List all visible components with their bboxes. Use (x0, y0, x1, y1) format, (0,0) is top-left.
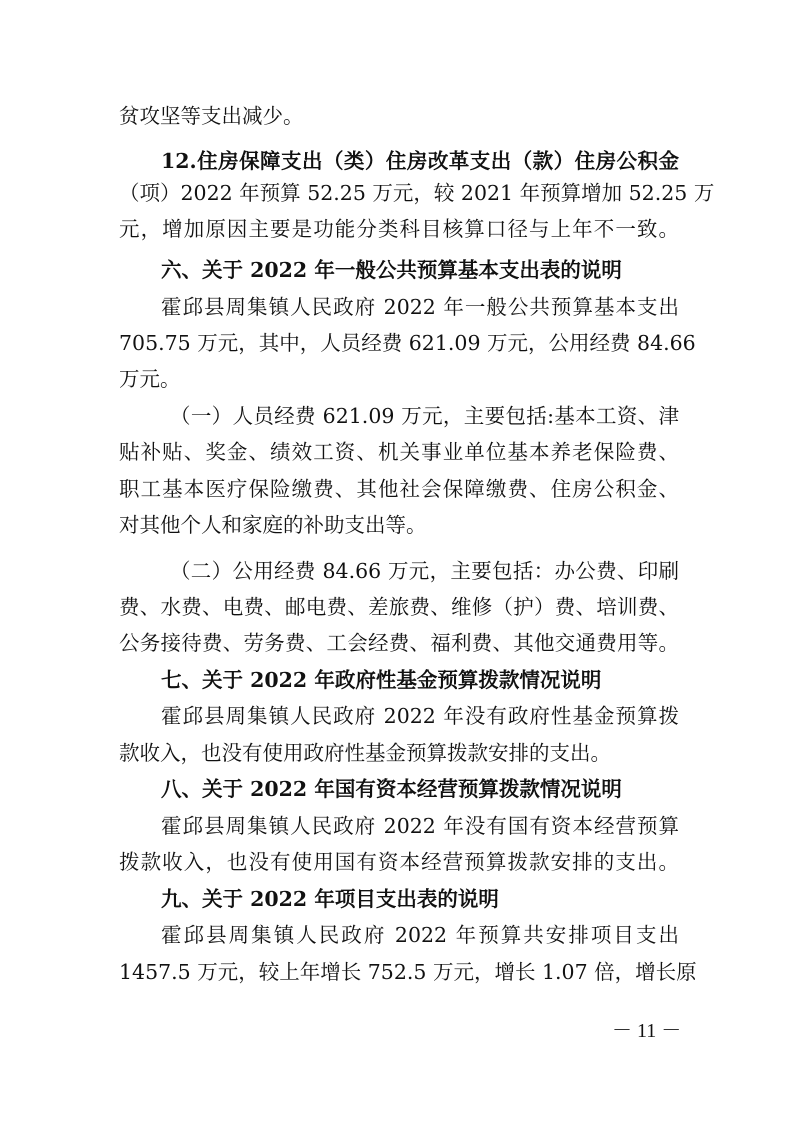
body-text-line: （一）人员经费 621.09 万元，主要包括:基本工资、津 (170, 404, 679, 428)
body-text-line: 费、水费、电费、邮电费、差旅费、维修（护）费、培训费、 (119, 595, 679, 619)
section-heading: 七、关于 2022 年政府性基金预算拨款情况说明 (161, 668, 602, 692)
body-text-line: 705.75 万元，其中，人员经费 621.09 万元，公用经费 84.66 (119, 331, 696, 355)
body-text-line: 万元。 (119, 367, 181, 391)
page-number: － 11 － (612, 1020, 682, 1042)
body-text-line: 霍邱县周集镇人民政府 2022 年没有政府性基金预算拨 (161, 704, 679, 728)
body-text-line: 霍邱县周集镇人民政府 2022 年一般公共预算基本支出 (161, 295, 679, 319)
body-text-line: （二）公用经费 84.66 万元，主要包括：办公费、印刷 (170, 559, 679, 583)
body-text-line: 公务接待费、劳务费、工会经费、福利费、其他交通费用等。 (119, 631, 679, 655)
body-text-line: 元，增加原因主要是功能分类科目核算口径与上年不一致。 (119, 217, 679, 241)
subsection-heading-line: 12.住房保障支出（类）住房改革支出（款）住房公积金 (161, 149, 679, 173)
section-heading: 九、关于 2022 年项目支出表的说明 (161, 887, 499, 911)
body-text-line: 1457.5 万元，较上年增长 752.5 万元，增长 1.07 倍，增长原 (119, 960, 697, 984)
body-text-line: 霍邱县周集镇人民政府 2022 年没有国有资本经营预算 (161, 814, 679, 838)
section-heading: 六、关于 2022 年一般公共预算基本支出表的说明 (161, 258, 622, 282)
body-text-line: 拨款收入，也没有使用国有资本经营预算拨款安排的支出。 (119, 850, 679, 874)
body-text-line: 贴补贴、奖金、绩效工资、机关事业单位基本养老保险费、 (119, 440, 679, 464)
body-text-line: 贫攻坚等支出减少。 (119, 104, 304, 128)
section-heading: 八、关于 2022 年国有资本经营预算拨款情况说明 (161, 777, 622, 801)
body-text-line: 对其他个人和家庭的补助支出等。 (119, 513, 427, 537)
body-text-line: 霍邱县周集镇人民政府 2022 年预算共安排项目支出 (161, 923, 679, 947)
body-text-line: （项）2022 年预算 52.25 万元，较 2021 年预算增加 52.25 万 (119, 181, 715, 205)
body-text-line: 职工基本医疗保险缴费、其他社会保障缴费、住房公积金、 (119, 477, 679, 501)
body-text-line: 款收入，也没有使用政府性基金预算拨款安排的支出。 (119, 741, 611, 765)
